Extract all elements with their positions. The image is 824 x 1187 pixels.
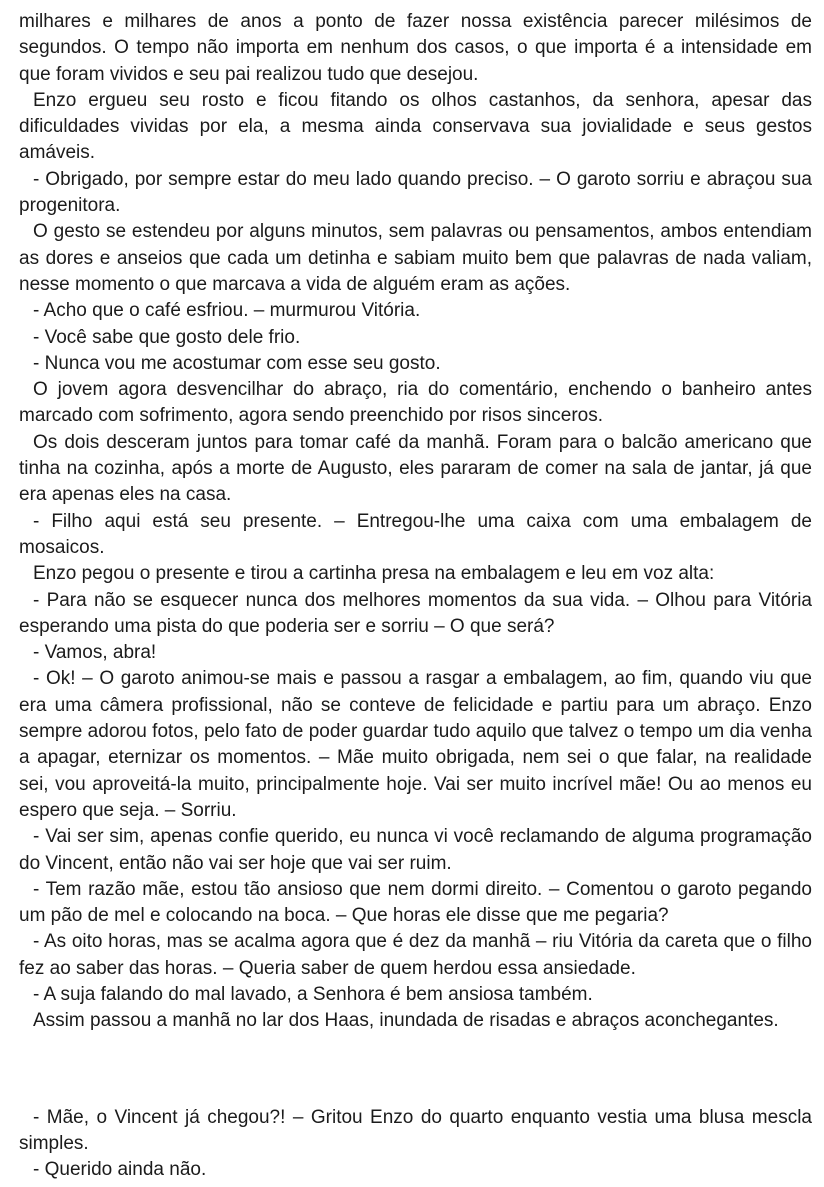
paragraph: Enzo pegou o presente e tirou a cartinha presa na embalagem e leu em voz alta: (33, 563, 715, 585)
paragraph: O jovem agora desvencilhar do abraço, ria do comentário, enchendo o banheiro antes marcado com sofrimento, agora sendo preenchido por risos sinceros. (19, 379, 812, 427)
paragraph: - Filho aqui está seu presente. – Entregou-lhe uma caixa com uma embalagem de mosaicos. (19, 510, 812, 558)
paragraph: - Mãe, o Vincent já chegou?! – Gritou Enzo do quarto enquanto vestia uma blusa mescla simples. (19, 1106, 812, 1154)
paragraph: Assim passou a manhã no lar dos Haas, inundada de risadas e abraços aconchegantes. (33, 1010, 779, 1032)
paragraph: - Tem razão mãe, estou tão ansioso que nem dormi direito. – Comentou o garoto pegando um pão de mel e colocando na boca. – Que horas ele disse que me pegaria? (19, 878, 812, 927)
paragraph: O gesto se estendeu por alguns minutos, sem palavras ou pensamentos, ambos entendiam as dores e anseios que cada um detinha e sabiam muito bem que palavras de nada valiam, nesse momento o que marcava a vida de alguém eram as ações. (19, 221, 812, 295)
paragraph: - Para não se esquecer nunca dos melhores momentos da sua vida. – Olhou para Vitória esperando uma pista do que poderia ser e sorriu – O que será? (19, 589, 812, 637)
paragraph: - Vamos, abra! (33, 642, 157, 664)
paragraph: - Ok! – O garoto animou-se mais e passou a rasgar a embalagem, ao fim, quando viu que era uma câmera profissional, não se conteve de felicidade e partiu para um abraço. Enzo sempre adorou fotos, pelo fato de poder guardar tudo aquilo que talvez o tempo um dia venha a apagar, eternizar os momentos. – Mãe muito obrigada, nem sei o que falar, na realidade sei, vou aproveitá-la muito, principalmente hoje. Vai ser muito incrível mãe! Ou ao menos eu espero que seja. – Sorriu. (19, 668, 812, 821)
text-body (19, 9, 812, 1183)
paragraph: - Acho que o café esfriou. – murmurou Vitória. (33, 300, 421, 322)
paragraph: - Querido ainda não. (33, 1159, 207, 1181)
paragraph: Enzo ergueu seu rosto e ficou fitando os olhos castanhos, da senhora, apesar das dificuldades vividas por ela, a mesma ainda conservava sua jovialidade e seus gestos amáveis. (19, 89, 812, 164)
paragraph: - A suja falando do mal lavado, a Senhora é bem ansiosa também. (33, 983, 593, 1005)
paragraph: - Obrigado, por sempre estar do meu lado quando preciso. – O garoto sorriu e abraçou sua progenitora. (19, 168, 812, 217)
paragraph: - As oito horas, mas se acalma agora que é dez da manhã – riu Vitória da careta que o filho fez ao saber das horas. – Queria saber de quem herdou essa ansiedade. (19, 931, 812, 979)
paragraph: milhares e milhares de anos a ponto de fazer nossa existência parecer milésimos de segundos. O tempo não importa em nenhum dos casos, o que importa é a intensidade em que foram vividos e seu pai realizou tudo que desejou. (19, 11, 812, 85)
paragraph: - Vai ser sim, apenas confie querido, eu nunca vi você reclamando de alguma programação do Vincent, então não vai ser hoje que vai ser ruim. (19, 826, 812, 874)
paragraph: - Nunca vou me acostumar com esse seu gosto. (33, 352, 441, 374)
paragraph: - Você sabe que gosto dele frio. (33, 326, 301, 348)
paragraph: Os dois desceram juntos para tomar café da manhã. Foram para o balcão americano que tinha na cozinha, após a morte de Augusto, eles pararam de comer na sala de jantar, já que era apenas eles na casa. (19, 431, 812, 506)
